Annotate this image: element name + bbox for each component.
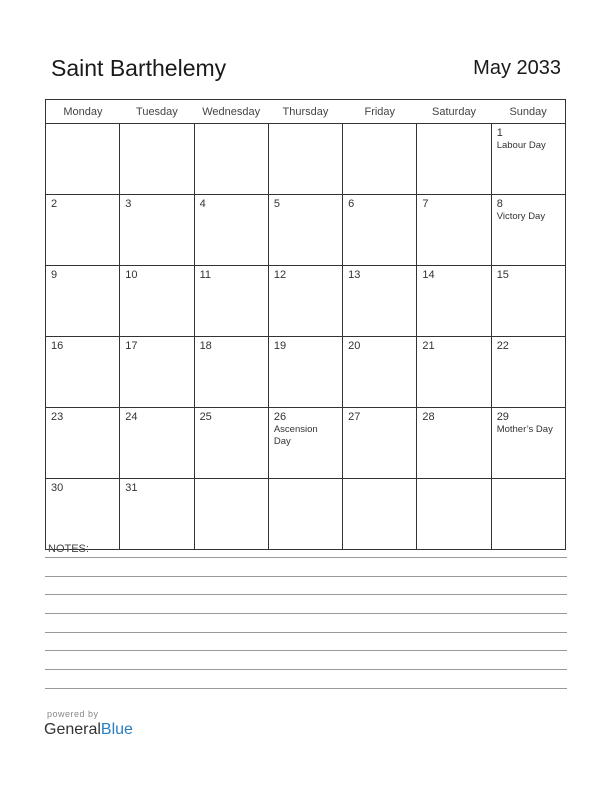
day-number: 8 [496,198,503,210]
day-cell [120,266,194,337]
week-row [46,479,566,550]
day-cell [194,479,268,550]
day-number: 22 [496,340,509,352]
day-number: 19 [273,340,287,352]
powered-by-text: powered by [47,709,99,719]
day-number: 20 [348,340,361,352]
day-cell [268,124,342,195]
day-cell [120,195,194,266]
weekday-header-row [46,100,566,124]
day-number: 7 [422,198,429,210]
note-line [45,594,567,595]
brand-logo [44,721,133,739]
day-cell [194,124,268,195]
day-number: 2 [51,198,58,210]
day-number: 17 [125,340,138,352]
day-cell [491,479,565,550]
day-cell [417,337,491,408]
day-number: 11 [199,269,211,281]
day-number: 15 [496,269,509,281]
holiday-label: Labour Day [496,140,546,151]
note-line [45,557,567,558]
day-cell [194,195,268,266]
day-number: 26 [273,411,287,423]
weekday-header: Friday [343,100,417,124]
day-cell [268,195,342,266]
note-line [45,632,567,633]
day-cell [268,479,342,550]
note-line [45,650,567,651]
day-cell [46,337,120,408]
week-row [46,337,566,408]
day-number: 29 [496,411,509,423]
day-number: 1 [496,127,503,139]
day-cell [120,124,194,195]
day-cell [491,124,565,195]
day-cell [268,266,342,337]
day-cell [194,408,268,479]
day-cell [491,266,565,337]
day-cell [46,124,120,195]
holiday-label: Victory Day [496,211,546,222]
day-number: 21 [422,340,435,352]
day-cell [343,266,417,337]
day-cell [46,479,120,550]
day-number: 10 [125,269,138,281]
day-number: 4 [199,198,206,210]
week-row [46,195,566,266]
day-number: 16 [51,340,64,352]
day-number: 13 [348,269,361,281]
weekday-header: Tuesday [120,100,194,124]
day-cell [46,195,120,266]
day-number: 23 [51,411,64,423]
day-number: 3 [125,198,132,210]
note-line [45,688,567,689]
day-cell [343,195,417,266]
week-row [46,408,566,479]
day-cell [46,408,120,479]
calendar-title: Saint Barthelemy [51,55,227,81]
week-row [46,266,566,337]
day-cell [268,408,342,479]
calendar-grid [45,99,566,550]
day-cell [343,337,417,408]
day-cell [268,337,342,408]
week-row [46,124,566,195]
day-cell [491,408,565,479]
day-number: 27 [348,411,361,423]
day-number: 5 [273,198,280,210]
weekday-header: Monday [46,100,120,124]
day-cell [194,337,268,408]
holiday-label: Mother’s Day [496,424,553,435]
day-cell [343,124,417,195]
day-number: 31 [125,482,138,494]
day-cell [120,337,194,408]
holiday-label: Ascension Day [273,424,318,447]
brand-blue: Blue [100,721,133,738]
brand-general: General [44,721,101,738]
day-number: 28 [422,411,435,423]
day-number: 12 [273,269,287,281]
day-number: 30 [51,482,64,494]
day-cell [491,195,565,266]
day-cell [120,479,194,550]
weekday-header: Sunday [491,100,565,124]
note-line [45,613,567,614]
day-cell [417,124,491,195]
day-cell [46,266,120,337]
day-cell [120,408,194,479]
day-number: 9 [51,269,58,281]
day-number: 6 [348,198,355,210]
note-line [45,576,567,577]
day-number: 18 [199,340,212,352]
day-cell [417,479,491,550]
weekday-header: Thursday [268,100,342,124]
day-cell [417,195,491,266]
notes-label: NOTES: [48,543,89,555]
day-cell [491,337,565,408]
day-number: 25 [199,411,212,423]
day-number: 14 [422,269,435,281]
day-cell [343,479,417,550]
day-cell [417,408,491,479]
day-cell [194,266,268,337]
day-cell [343,408,417,479]
day-cell [417,266,491,337]
calendar-month: May 2033 [473,57,561,79]
weekday-header: Wednesday [194,100,268,124]
note-line [45,669,567,670]
weekday-header: Saturday [417,100,491,124]
day-number: 24 [125,411,138,423]
